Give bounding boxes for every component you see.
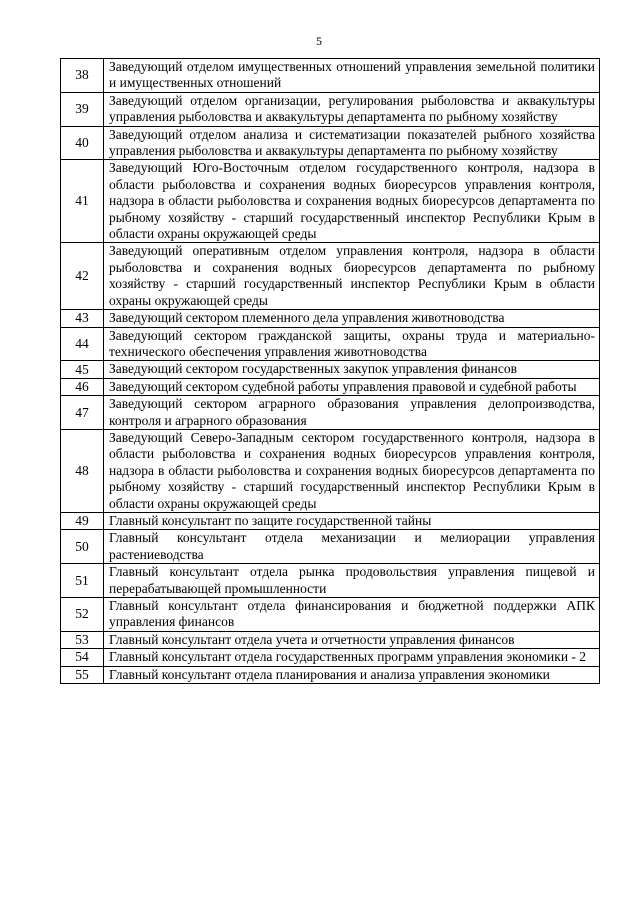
table-row [61,327,600,361]
row-number: 51 [61,564,104,598]
row-number: 44 [61,327,104,361]
positions-table-body [61,59,600,684]
table-row [61,564,600,598]
position-title: Заведующий сектором государственных закупок управления финансов [104,361,600,378]
table-row [61,666,600,683]
row-number: 49 [61,512,104,529]
table-row [61,396,600,430]
row-number: 40 [61,126,104,160]
table-row [61,310,600,327]
row-number: 55 [61,666,104,683]
row-number: 53 [61,631,104,648]
position-title: Главный консультант отдела учета и отчетности управления финансов [104,631,600,648]
position-title: Заведующий Северо-Западным сектором государственного контроля, надзора в области рыболовства и сохранения водных биоресурсов управления контроля, надзора в области рыболовства и сохранения водных биоресурсов департамента по рыбному хозяйству - старший государственный инспектор Республики Крым в области охраны окружающей среды [104,429,600,512]
position-title: Заведующий сектором племенного дела управления животноводства [104,310,600,327]
table-row [61,512,600,529]
row-number: 45 [61,361,104,378]
position-title: Главный консультант отдела механизации и мелиорации управления растениеводства [104,530,600,564]
row-number: 50 [61,530,104,564]
row-number: 39 [61,92,104,126]
position-title: Главный консультант отдела государственных программ управления экономики - 2 [104,649,600,666]
table-row [61,649,600,666]
position-title: Главный консультант отдела рынка продовольствия управления пищевой и перерабатывающей промышленности [104,564,600,598]
position-title: Заведующий отделом организации, регулирования рыболовства и аквакультуры управления рыболовства и аквакультуры департамента по рыбному хозяйству [104,92,600,126]
table-row [61,429,600,512]
position-title: Заведующий сектором гражданской защиты, охраны труда и материально-технического обеспечения управления животноводства [104,327,600,361]
table-row [61,126,600,160]
table-row [61,631,600,648]
row-number: 47 [61,396,104,430]
position-title: Заведующий сектором судебной работы управления правовой и судебной работы [104,378,600,395]
row-number: 38 [61,59,104,93]
position-title: Заведующий Юго-Восточным отделом государственного контроля, надзора в области рыболовства и сохранения водных биоресурсов управления контроля, надзора в области рыболовства и сохранения водных биоресурсов департамента по рыбному хозяйству - старший государственный инспектор Республики Крым в области охраны окружающей среды [104,160,600,243]
row-number: 48 [61,429,104,512]
positions-table [60,58,600,684]
row-number: 46 [61,378,104,395]
table-row [61,243,600,310]
table-row [61,378,600,395]
page-number: 5 [316,34,322,48]
position-title: Заведующий отделом анализа и систематизации показателей рыбного хозяйства управления рыболовства и аквакультуры департамента по рыбному хозяйству [104,126,600,160]
position-title: Заведующий оперативным отделом управления контроля, надзора в области рыболовства и сохранения водных биоресурсов департамента по рыбному хозяйству - старший государственный инспектор Республики Крым в области охраны окружающей среды [104,243,600,310]
table-row [61,361,600,378]
table-row [61,92,600,126]
row-number: 52 [61,598,104,632]
row-number: 43 [61,310,104,327]
position-title: Главный консультант отдела финансирования и бюджетной поддержки АПК управления финансов [104,598,600,632]
position-title: Главный консультант по защите государственной тайны [104,512,600,529]
table-row [61,530,600,564]
table-row [61,598,600,632]
row-number: 41 [61,160,104,243]
table-row [61,59,600,93]
position-title: Главный консультант отдела планирования и анализа управления экономики [104,666,600,683]
row-number: 42 [61,243,104,310]
table-row [61,160,600,243]
row-number: 54 [61,649,104,666]
position-title: Заведующий отделом имущественных отношений управления земельной политики и имущественных отношений [104,59,600,93]
position-title: Заведующий сектором аграрного образования управления делопроизводства, контроля и аграрного образования [104,396,600,430]
